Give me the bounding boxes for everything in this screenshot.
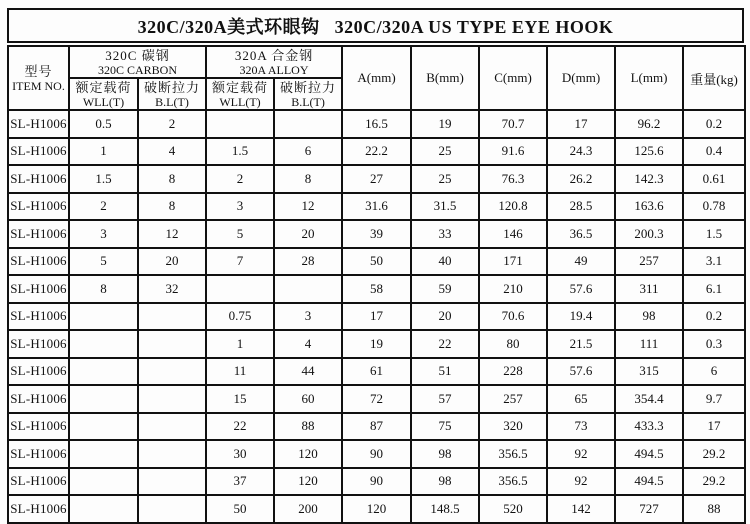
value-cell: 120 xyxy=(342,495,411,523)
spec-table xyxy=(7,45,746,524)
value-cell xyxy=(206,275,274,303)
value-cell xyxy=(274,110,342,138)
header-alloy-bl-en: B.L(T) xyxy=(291,94,325,109)
value-cell: 22.2 xyxy=(342,138,411,166)
value-cell: 17 xyxy=(547,110,615,138)
value-cell: 3.1 xyxy=(683,248,745,276)
header-group-alloy xyxy=(206,46,342,78)
value-cell: 142.3 xyxy=(615,165,683,193)
value-cell: 4 xyxy=(274,330,342,358)
table-row xyxy=(8,165,745,193)
value-cell: 57.6 xyxy=(547,275,615,303)
value-cell: 70.7 xyxy=(479,110,547,138)
value-cell: 19 xyxy=(342,330,411,358)
value-cell xyxy=(138,385,206,413)
value-cell: 51 xyxy=(411,358,479,386)
item-no-cell: SL-H1006 xyxy=(8,275,69,303)
value-cell xyxy=(69,385,138,413)
value-cell: 0.5 xyxy=(69,110,138,138)
header-group-carbon-zh: 320C 碳钢 xyxy=(105,47,170,63)
table-body xyxy=(8,110,745,523)
value-cell: 15 xyxy=(206,385,274,413)
header-group-carbon-en: 320C CARBON xyxy=(98,62,178,77)
value-cell: 98 xyxy=(615,303,683,331)
value-cell: 20 xyxy=(411,303,479,331)
value-cell: 8 xyxy=(274,165,342,193)
value-cell: 120 xyxy=(274,440,342,468)
value-cell: 20 xyxy=(138,248,206,276)
header-group-alloy-en: 320A ALLOY xyxy=(239,62,309,77)
value-cell: 20 xyxy=(274,220,342,248)
value-cell: 32 xyxy=(138,275,206,303)
value-cell: 59 xyxy=(411,275,479,303)
item-no-cell: SL-H1006 xyxy=(8,220,69,248)
item-no-cell: SL-H1006 xyxy=(8,440,69,468)
header-alloy-wll-zh: 额定载荷 xyxy=(212,79,269,95)
value-cell: 19 xyxy=(411,110,479,138)
value-cell: 200.3 xyxy=(615,220,683,248)
value-cell: 2 xyxy=(206,165,274,193)
value-cell xyxy=(138,495,206,523)
header-dim-l: L(mm) xyxy=(615,46,683,110)
value-cell: 1.5 xyxy=(206,138,274,166)
value-cell: 88 xyxy=(683,495,745,523)
value-cell: 2 xyxy=(69,193,138,221)
header-carbon-bl-en: B.L(T) xyxy=(155,94,189,109)
value-cell: 31.5 xyxy=(411,193,479,221)
value-cell: 257 xyxy=(479,385,547,413)
value-cell: 96.2 xyxy=(615,110,683,138)
value-cell: 98 xyxy=(411,440,479,468)
value-cell: 19.4 xyxy=(547,303,615,331)
value-cell: 21.5 xyxy=(547,330,615,358)
value-cell: 61 xyxy=(342,358,411,386)
value-cell xyxy=(138,468,206,496)
value-cell: 0.2 xyxy=(683,110,745,138)
header-alloy-wll-en: WLL(T) xyxy=(219,94,261,109)
value-cell: 1 xyxy=(206,330,274,358)
value-cell: 65 xyxy=(547,385,615,413)
table-row xyxy=(8,193,745,221)
table-row xyxy=(8,358,745,386)
value-cell: 0.78 xyxy=(683,193,745,221)
value-cell: 257 xyxy=(615,248,683,276)
value-cell: 30 xyxy=(206,440,274,468)
item-no-cell: SL-H1006 xyxy=(8,248,69,276)
value-cell: 356.5 xyxy=(479,440,547,468)
value-cell xyxy=(138,358,206,386)
value-cell: 354.4 xyxy=(615,385,683,413)
value-cell: 36.5 xyxy=(547,220,615,248)
value-cell: 33 xyxy=(411,220,479,248)
value-cell xyxy=(69,495,138,523)
value-cell: 120.8 xyxy=(479,193,547,221)
item-no-cell: SL-H1006 xyxy=(8,495,69,523)
header-dim-d: D(mm) xyxy=(547,46,615,110)
value-cell: 0.75 xyxy=(206,303,274,331)
value-cell xyxy=(69,440,138,468)
value-cell xyxy=(69,303,138,331)
value-cell: 87 xyxy=(342,413,411,441)
value-cell: 12 xyxy=(138,220,206,248)
header-carbon-wll-zh: 额定载荷 xyxy=(75,79,132,95)
header-dim-c: C(mm) xyxy=(479,46,547,110)
value-cell: 120 xyxy=(274,468,342,496)
value-cell xyxy=(69,358,138,386)
value-cell: 228 xyxy=(479,358,547,386)
value-cell: 92 xyxy=(547,440,615,468)
table-row xyxy=(8,303,745,331)
value-cell: 11 xyxy=(206,358,274,386)
value-cell: 29.2 xyxy=(683,440,745,468)
header-group-carbon xyxy=(69,46,206,78)
header-alloy-bl-zh: 破断拉力 xyxy=(280,79,337,95)
value-cell: 12 xyxy=(274,193,342,221)
value-cell: 0.61 xyxy=(683,165,745,193)
item-no-cell: SL-H1006 xyxy=(8,138,69,166)
value-cell: 494.5 xyxy=(615,440,683,468)
item-no-cell: SL-H1006 xyxy=(8,110,69,138)
page-title: 320C/320A美式环眼钩 320C/320A US TYPE EYE HOOK xyxy=(7,8,744,43)
value-cell: 494.5 xyxy=(615,468,683,496)
value-cell: 125.6 xyxy=(615,138,683,166)
value-cell: 3 xyxy=(206,193,274,221)
value-cell: 171 xyxy=(479,248,547,276)
value-cell: 356.5 xyxy=(479,468,547,496)
value-cell: 9.7 xyxy=(683,385,745,413)
table-row xyxy=(8,220,745,248)
value-cell: 57.6 xyxy=(547,358,615,386)
value-cell: 60 xyxy=(274,385,342,413)
value-cell: 76.3 xyxy=(479,165,547,193)
value-cell: 75 xyxy=(411,413,479,441)
value-cell: 320 xyxy=(479,413,547,441)
value-cell: 37 xyxy=(206,468,274,496)
value-cell: 98 xyxy=(411,468,479,496)
value-cell: 142 xyxy=(547,495,615,523)
value-cell: 5 xyxy=(206,220,274,248)
value-cell: 29.2 xyxy=(683,468,745,496)
value-cell: 25 xyxy=(411,138,479,166)
value-cell: 7 xyxy=(206,248,274,276)
value-cell: 72 xyxy=(342,385,411,413)
header-alloy-bl xyxy=(274,78,342,110)
value-cell: 315 xyxy=(615,358,683,386)
value-cell: 6.1 xyxy=(683,275,745,303)
value-cell: 22 xyxy=(411,330,479,358)
value-cell: 0.2 xyxy=(683,303,745,331)
value-cell: 210 xyxy=(479,275,547,303)
item-no-cell: SL-H1006 xyxy=(8,193,69,221)
value-cell: 5 xyxy=(69,248,138,276)
value-cell: 58 xyxy=(342,275,411,303)
table-row xyxy=(8,385,745,413)
header-alloy-wll xyxy=(206,78,274,110)
value-cell: 88 xyxy=(274,413,342,441)
value-cell: 26.2 xyxy=(547,165,615,193)
value-cell: 90 xyxy=(342,440,411,468)
value-cell: 1.5 xyxy=(69,165,138,193)
value-cell: 3 xyxy=(274,303,342,331)
value-cell: 8 xyxy=(138,193,206,221)
table-row xyxy=(8,468,745,496)
value-cell xyxy=(138,440,206,468)
value-cell: 40 xyxy=(411,248,479,276)
header-carbon-wll xyxy=(69,78,138,110)
value-cell: 16.5 xyxy=(342,110,411,138)
value-cell xyxy=(69,413,138,441)
value-cell: 146 xyxy=(479,220,547,248)
table-row xyxy=(8,248,745,276)
value-cell: 2 xyxy=(138,110,206,138)
value-cell: 70.6 xyxy=(479,303,547,331)
table-row xyxy=(8,138,745,166)
value-cell: 163.6 xyxy=(615,193,683,221)
value-cell: 6 xyxy=(683,358,745,386)
value-cell xyxy=(69,330,138,358)
table-row xyxy=(8,110,745,138)
table-row xyxy=(8,495,745,523)
value-cell: 25 xyxy=(411,165,479,193)
value-cell: 31.6 xyxy=(342,193,411,221)
value-cell: 39 xyxy=(342,220,411,248)
header-weight: 重量(kg) xyxy=(683,46,745,110)
item-no-cell: SL-H1006 xyxy=(8,303,69,331)
item-no-cell: SL-H1006 xyxy=(8,165,69,193)
value-cell: 28 xyxy=(274,248,342,276)
value-cell: 433.3 xyxy=(615,413,683,441)
value-cell: 49 xyxy=(547,248,615,276)
value-cell: 1.5 xyxy=(683,220,745,248)
value-cell: 1 xyxy=(69,138,138,166)
item-no-cell: SL-H1006 xyxy=(8,385,69,413)
item-no-cell: SL-H1006 xyxy=(8,358,69,386)
value-cell: 22 xyxy=(206,413,274,441)
value-cell: 148.5 xyxy=(411,495,479,523)
header-item-no-en: ITEM NO. xyxy=(12,78,65,93)
table-row xyxy=(8,330,745,358)
value-cell: 90 xyxy=(342,468,411,496)
value-cell: 6 xyxy=(274,138,342,166)
value-cell: 8 xyxy=(138,165,206,193)
value-cell xyxy=(274,275,342,303)
value-cell: 44 xyxy=(274,358,342,386)
value-cell: 311 xyxy=(615,275,683,303)
item-no-cell: SL-H1006 xyxy=(8,330,69,358)
value-cell: 4 xyxy=(138,138,206,166)
value-cell: 111 xyxy=(615,330,683,358)
header-dim-b: B(mm) xyxy=(411,46,479,110)
value-cell: 0.3 xyxy=(683,330,745,358)
value-cell: 727 xyxy=(615,495,683,523)
value-cell: 17 xyxy=(683,413,745,441)
value-cell: 80 xyxy=(479,330,547,358)
value-cell: 200 xyxy=(274,495,342,523)
value-cell xyxy=(138,330,206,358)
value-cell: 8 xyxy=(69,275,138,303)
value-cell: 73 xyxy=(547,413,615,441)
header-carbon-wll-en: WLL(T) xyxy=(82,94,125,109)
header-item-no xyxy=(8,46,69,110)
value-cell: 27 xyxy=(342,165,411,193)
value-cell: 24.3 xyxy=(547,138,615,166)
value-cell: 57 xyxy=(411,385,479,413)
value-cell: 92 xyxy=(547,468,615,496)
value-cell: 0.4 xyxy=(683,138,745,166)
value-cell: 50 xyxy=(206,495,274,523)
value-cell xyxy=(206,110,274,138)
value-cell: 50 xyxy=(342,248,411,276)
item-no-cell: SL-H1006 xyxy=(8,413,69,441)
value-cell xyxy=(138,303,206,331)
header-carbon-bl xyxy=(138,78,206,110)
value-cell: 3 xyxy=(69,220,138,248)
table-row xyxy=(8,275,745,303)
value-cell: 91.6 xyxy=(479,138,547,166)
value-cell xyxy=(138,413,206,441)
value-cell: 520 xyxy=(479,495,547,523)
value-cell xyxy=(69,468,138,496)
header-item-no-zh: 型号 xyxy=(24,63,53,79)
header-group-alloy-zh: 320A 合金钢 xyxy=(234,47,314,63)
table-row xyxy=(8,440,745,468)
value-cell: 28.5 xyxy=(547,193,615,221)
header-dim-a: A(mm) xyxy=(342,46,411,110)
table-row xyxy=(8,413,745,441)
item-no-cell: SL-H1006 xyxy=(8,468,69,496)
value-cell: 17 xyxy=(342,303,411,331)
header-carbon-bl-zh: 破断拉力 xyxy=(144,79,201,95)
table-header xyxy=(8,46,745,110)
